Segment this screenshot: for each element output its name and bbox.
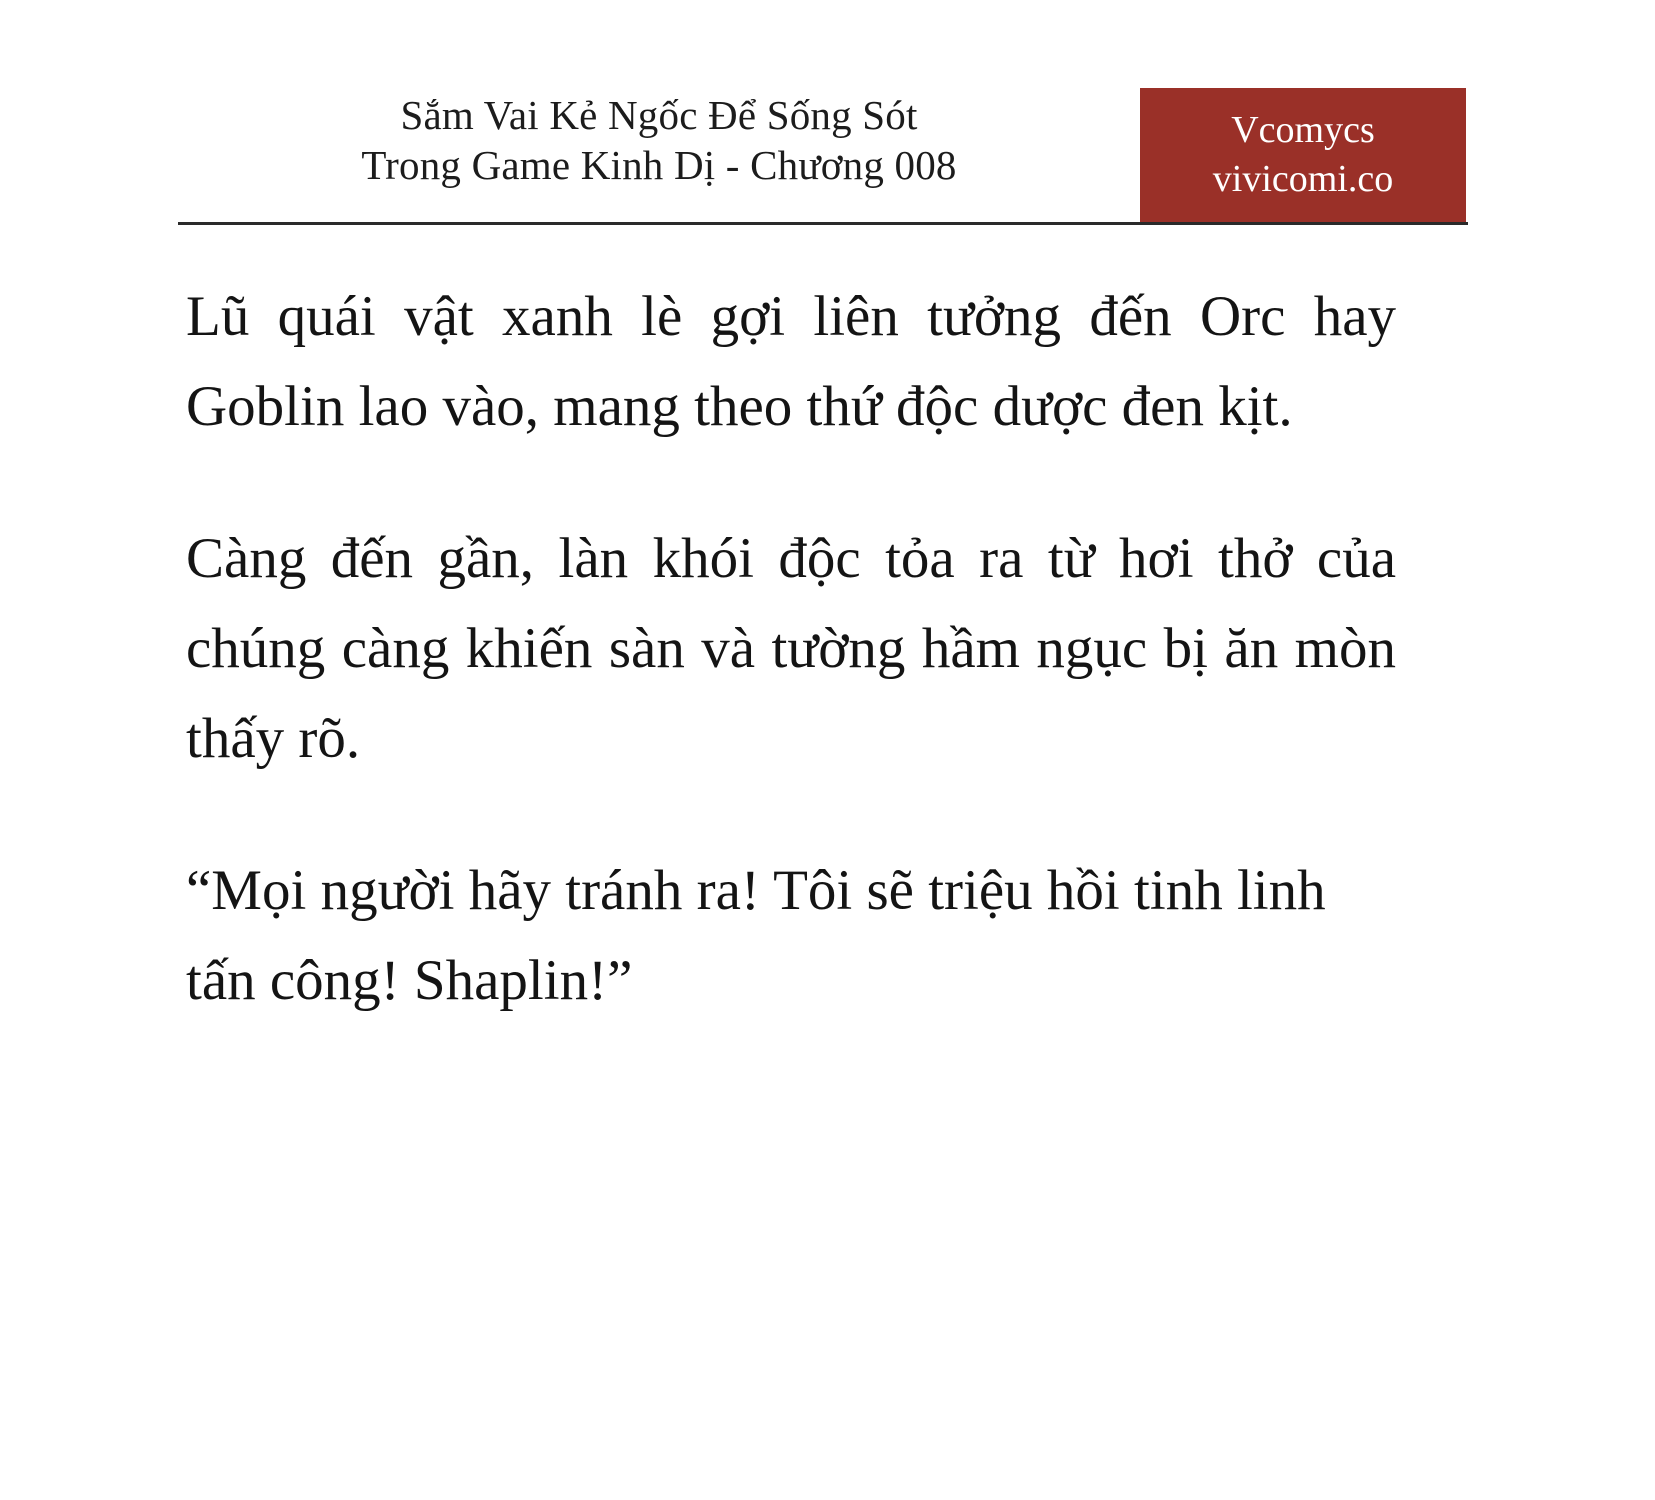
page-header xyxy=(186,88,1466,222)
page-title-line-2: Trong Game Kinh Dị - Chương 008 xyxy=(361,142,957,189)
header-divider xyxy=(178,222,1468,225)
paragraph: Càng đến gần, làn khói độc tỏa ra từ hơi thở của chúng càng khiến sàn và tường hầm ngục bị ăn mòn thấy rõ. xyxy=(186,527,1396,771)
page-title-line-1: Sắm Vai Kẻ Ngốc Để Sống Sót xyxy=(400,92,918,138)
brand-url: vivicomi.co xyxy=(1212,158,1394,200)
paragraph: Lũ quái vật xanh lè gợi liên tưởng đến Orc hay Goblin lao vào, mang theo thứ độc dược đen kịt. xyxy=(186,285,1396,439)
paragraph: “Mọi người hãy tránh ra! Tôi sẽ triệu hồi tinh linh tấn công! Shaplin!” xyxy=(186,859,1326,1013)
story-body xyxy=(186,272,1396,1026)
brand-badge xyxy=(1140,88,1466,222)
brand-name: Vcomycs xyxy=(1231,109,1375,152)
page-title xyxy=(186,88,1140,190)
